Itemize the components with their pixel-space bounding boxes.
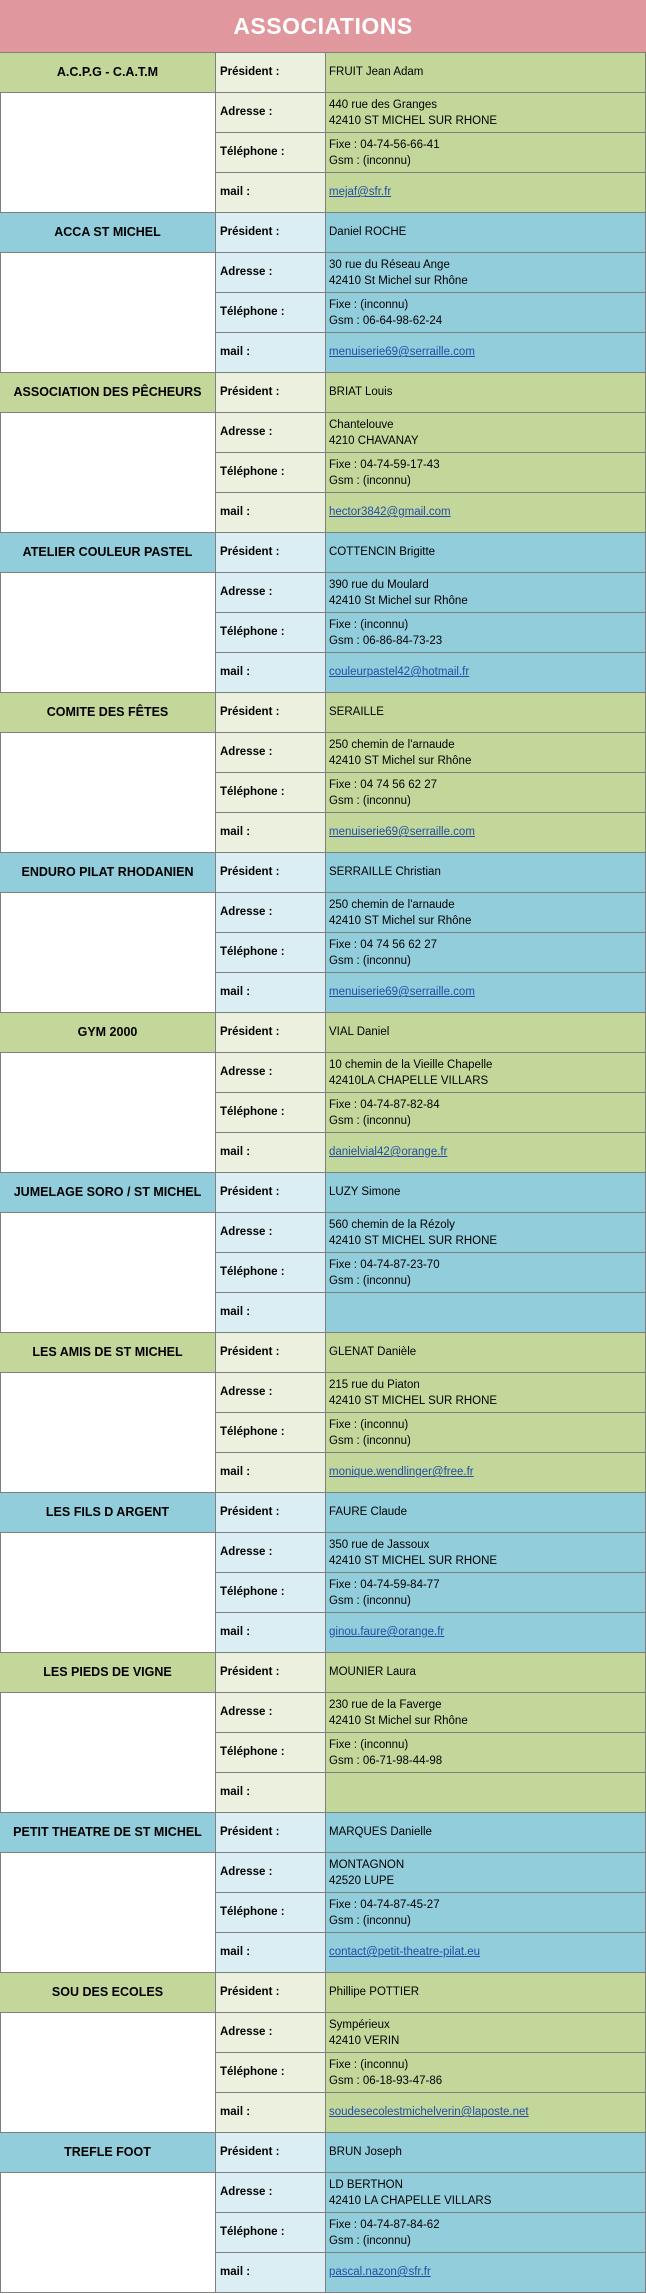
- association-name: LES AMIS DE ST MICHEL: [0, 1333, 216, 1373]
- mail-label: mail :: [216, 1613, 326, 1653]
- address-line-2: 42410LA CHAPELLE VILLARS: [329, 1075, 489, 1087]
- phone-mobile: Gsm : (inconnu): [329, 2235, 411, 2247]
- mail-link[interactable]: menuiserie69@serraille.com: [329, 346, 475, 358]
- address-line-2: 42410 St Michel sur Rhône: [329, 595, 468, 607]
- blank-cell: [0, 413, 216, 533]
- mail-value: [326, 2093, 646, 2133]
- phone-fixed: Fixe : 04-74-87-82-84: [329, 1099, 440, 1111]
- mail-link[interactable]: monique.wendlinger@free.fr: [329, 1466, 474, 1478]
- blank-cell: [0, 1373, 216, 1493]
- president-label: Président :: [216, 1653, 326, 1693]
- phone-fixed: Fixe : 04-74-59-84-77: [329, 1579, 440, 1591]
- phone-mobile: Gsm : 06-18-93-47-86: [329, 2075, 443, 2087]
- mail-value: [326, 493, 646, 533]
- address-line-2: 42410 ST MICHEL SUR RHONE: [329, 1235, 498, 1247]
- blank-cell: [0, 1853, 216, 1973]
- phone-value: [326, 453, 646, 493]
- president-label: Président :: [216, 1973, 326, 2013]
- address-line-2: 42410 St Michel sur Rhône: [329, 1715, 468, 1727]
- address-line-2: 42410 St Michel sur Rhône: [329, 275, 468, 287]
- association-block: [0, 1493, 646, 1653]
- phone-fixed: Fixe : (inconnu): [329, 2059, 409, 2071]
- president-value: BRIAT Louis: [326, 373, 646, 413]
- phone-mobile: Gsm : (inconnu): [329, 1595, 411, 1607]
- phone-value: [326, 613, 646, 653]
- address-line-1: 10 chemin de la Vieille Chapelle: [329, 1059, 493, 1071]
- blank-cell: [0, 733, 216, 853]
- address-value: [326, 733, 646, 773]
- address-label: Adresse :: [216, 1373, 326, 1413]
- association-block: [0, 373, 646, 533]
- president-label: Président :: [216, 373, 326, 413]
- blank-cell: [0, 1213, 216, 1333]
- president-label: Président :: [216, 1813, 326, 1853]
- phone-label: Téléphone :: [216, 2053, 326, 2093]
- address-label: Adresse :: [216, 2013, 326, 2053]
- address-line-2: 42410 LA CHAPELLE VILLARS: [329, 2195, 492, 2207]
- address-line-2: 42520 LUPE: [329, 1875, 395, 1887]
- association-name: A.C.P.G - C.A.T.M: [0, 53, 216, 93]
- president-label: Président :: [216, 1013, 326, 1053]
- phone-label: Téléphone :: [216, 1893, 326, 1933]
- president-value: MOUNIER Laura: [326, 1653, 646, 1693]
- mail-value: [326, 1773, 646, 1813]
- phone-value: [326, 1093, 646, 1133]
- president-label: Président :: [216, 2133, 326, 2173]
- phone-mobile: Gsm : 06-86-84-73-23: [329, 635, 443, 647]
- association-name: ASSOCIATION DES PÊCHEURS: [0, 373, 216, 413]
- mail-label: mail :: [216, 2093, 326, 2133]
- president-value: LUZY Simone: [326, 1173, 646, 1213]
- president-value: SERRAILLE Christian: [326, 853, 646, 893]
- association-name: ACCA ST MICHEL: [0, 213, 216, 253]
- phone-fixed: Fixe : (inconnu): [329, 1419, 409, 1431]
- president-value: COTTENCIN Brigitte: [326, 533, 646, 573]
- mail-label: mail :: [216, 333, 326, 373]
- mail-label: mail :: [216, 813, 326, 853]
- association-block: [0, 1173, 646, 1333]
- address-label: Adresse :: [216, 253, 326, 293]
- phone-value: [326, 933, 646, 973]
- phone-label: Téléphone :: [216, 933, 326, 973]
- phone-label: Téléphone :: [216, 613, 326, 653]
- mail-link[interactable]: mejaf@sfr.fr: [329, 186, 392, 198]
- address-label: Adresse :: [216, 413, 326, 453]
- association-block: [0, 53, 646, 213]
- mail-label: mail :: [216, 173, 326, 213]
- association-block: [0, 693, 646, 853]
- president-value: FAURE Claude: [326, 1493, 646, 1533]
- phone-mobile: Gsm : (inconnu): [329, 1435, 411, 1447]
- president-value: Daniel ROCHE: [326, 213, 646, 253]
- address-line-1: 390 rue du Moulard: [329, 579, 429, 591]
- president-value: VIAL Daniel: [326, 1013, 646, 1053]
- address-line-2: 42410 ST Michel sur Rhône: [329, 755, 472, 767]
- association-name: GYM 2000: [0, 1013, 216, 1053]
- address-value: [326, 893, 646, 933]
- mail-value: [326, 1613, 646, 1653]
- blank-cell: [0, 573, 216, 693]
- mail-value: [326, 1133, 646, 1173]
- president-label: Président :: [216, 53, 326, 93]
- president-label: Président :: [216, 1493, 326, 1533]
- mail-link[interactable]: contact@petit-theatre-pilat.eu: [329, 1946, 481, 1958]
- address-value: [326, 253, 646, 293]
- phone-fixed: Fixe : 04-74-56-66-41: [329, 139, 440, 151]
- phone-fixed: Fixe : 04-74-87-84-62: [329, 2219, 440, 2231]
- mail-value: [326, 813, 646, 853]
- phone-fixed: Fixe : (inconnu): [329, 1739, 409, 1751]
- blank-cell: [0, 2173, 216, 2293]
- mail-label: mail :: [216, 493, 326, 533]
- mail-link[interactable]: danielvial42@orange.fr: [329, 1146, 448, 1158]
- mail-link[interactable]: hector3842@gmail.com: [329, 506, 451, 518]
- address-value: [326, 413, 646, 453]
- phone-label: Téléphone :: [216, 2213, 326, 2253]
- president-label: Président :: [216, 1173, 326, 1213]
- address-value: [326, 1213, 646, 1253]
- address-label: Adresse :: [216, 1533, 326, 1573]
- blank-cell: [0, 1533, 216, 1653]
- president-label: Président :: [216, 1333, 326, 1373]
- phone-mobile: Gsm : 06-64-98-62-24: [329, 315, 443, 327]
- association-block: [0, 1013, 646, 1173]
- address-line-2: 42410 ST Michel sur Rhône: [329, 915, 472, 927]
- phone-mobile: Gsm : (inconnu): [329, 475, 411, 487]
- mail-link[interactable]: menuiserie69@serraille.com: [329, 986, 475, 998]
- president-value: MARQUES Danielle: [326, 1813, 646, 1853]
- association-block: [0, 1813, 646, 1973]
- address-label: Adresse :: [216, 1213, 326, 1253]
- address-line-1: 230 rue de la Faverge: [329, 1699, 442, 1711]
- address-value: [326, 1373, 646, 1413]
- association-name: SOU DES ECOLES: [0, 1973, 216, 2013]
- phone-label: Téléphone :: [216, 293, 326, 333]
- phone-fixed: Fixe : (inconnu): [329, 619, 409, 631]
- mail-label: mail :: [216, 653, 326, 693]
- address-line-1: 350 rue de Jassoux: [329, 1539, 430, 1551]
- blank-cell: [0, 2013, 216, 2133]
- association-block: [0, 2133, 646, 2293]
- mail-value: [326, 1453, 646, 1493]
- association-block: [0, 1333, 646, 1493]
- address-line-1: 440 rue des Granges: [329, 99, 438, 111]
- phone-mobile: Gsm : 06-71-98-44-98: [329, 1755, 443, 1767]
- phone-mobile: Gsm : (inconnu): [329, 1115, 411, 1127]
- mail-link[interactable]: menuiserie69@serraille.com: [329, 826, 475, 838]
- phone-label: Téléphone :: [216, 1413, 326, 1453]
- address-label: Adresse :: [216, 733, 326, 773]
- association-name: COMITE DES FÊTES: [0, 693, 216, 733]
- phone-label: Téléphone :: [216, 453, 326, 493]
- address-line-1: 560 chemin de la Rézoly: [329, 1219, 455, 1231]
- association-name: PETIT THEATRE DE ST MICHEL: [0, 1813, 216, 1853]
- blank-cell: [0, 253, 216, 373]
- mail-label: mail :: [216, 1453, 326, 1493]
- address-label: Adresse :: [216, 893, 326, 933]
- address-label: Adresse :: [216, 2173, 326, 2213]
- mail-value: [326, 2253, 646, 2293]
- mail-link[interactable]: soudesecolestmichelverin@laposte.net: [329, 2106, 529, 2118]
- address-line-2: 42410 ST MICHEL SUR RHONE: [329, 1395, 498, 1407]
- president-label: Président :: [216, 533, 326, 573]
- association-block: [0, 533, 646, 693]
- address-line-1: Sympérieux: [329, 2019, 390, 2031]
- phone-value: [326, 133, 646, 173]
- address-value: [326, 1533, 646, 1573]
- phone-mobile: Gsm : (inconnu): [329, 155, 411, 167]
- association-block: [0, 213, 646, 373]
- mail-value: [326, 1933, 646, 1973]
- phone-value: [326, 1573, 646, 1613]
- blank-cell: [0, 93, 216, 213]
- mail-value: [326, 173, 646, 213]
- mail-label: mail :: [216, 1773, 326, 1813]
- address-line-2: 4210 CHAVANAY: [329, 435, 419, 447]
- association-name: JUMELAGE SORO / ST MICHEL: [0, 1173, 216, 1213]
- association-block: [0, 853, 646, 1013]
- phone-mobile: Gsm : (inconnu): [329, 1915, 411, 1927]
- president-label: Président :: [216, 693, 326, 733]
- mail-label: mail :: [216, 1933, 326, 1973]
- phone-fixed: Fixe : 04-74-87-45-27: [329, 1899, 440, 1911]
- address-line-2: 42410 VERIN: [329, 2035, 400, 2047]
- president-value: FRUIT Jean Adam: [326, 53, 646, 93]
- phone-value: [326, 1733, 646, 1773]
- mail-label: mail :: [216, 1293, 326, 1333]
- address-label: Adresse :: [216, 1693, 326, 1733]
- mail-link[interactable]: couleurpastel42@hotmail.fr: [329, 666, 470, 678]
- mail-link[interactable]: pascal.nazon@sfr.fr: [329, 2266, 431, 2278]
- address-label: Adresse :: [216, 93, 326, 133]
- association-name: ATELIER COULEUR PASTEL: [0, 533, 216, 573]
- address-value: [326, 1053, 646, 1093]
- blank-cell: [0, 1053, 216, 1173]
- address-line-1: MONTAGNON: [329, 1859, 405, 1871]
- address-line-1: 250 chemin de l'arnaude: [329, 899, 455, 911]
- phone-value: [326, 2213, 646, 2253]
- phone-label: Téléphone :: [216, 1573, 326, 1613]
- address-value: [326, 573, 646, 613]
- mail-value: [326, 653, 646, 693]
- president-value: SERAILLE: [326, 693, 646, 733]
- president-label: Président :: [216, 853, 326, 893]
- phone-mobile: Gsm : (inconnu): [329, 795, 411, 807]
- mail-link[interactable]: ginou.faure@orange.fr: [329, 1626, 445, 1638]
- phone-label: Téléphone :: [216, 1093, 326, 1133]
- phone-label: Téléphone :: [216, 1733, 326, 1773]
- phone-fixed: Fixe : 04-74-87-23-70: [329, 1259, 440, 1271]
- phone-value: [326, 293, 646, 333]
- phone-label: Téléphone :: [216, 133, 326, 173]
- address-value: [326, 2013, 646, 2053]
- mail-label: mail :: [216, 1133, 326, 1173]
- association-name: LES PIEDS DE VIGNE: [0, 1653, 216, 1693]
- phone-fixed: Fixe : 04-74-59-17-43: [329, 459, 440, 471]
- phone-value: [326, 1893, 646, 1933]
- phone-label: Téléphone :: [216, 773, 326, 813]
- association-block: [0, 1973, 646, 2133]
- phone-fixed: Fixe : (inconnu): [329, 299, 409, 311]
- address-line-1: LD BERTHON: [329, 2179, 403, 2191]
- president-value: Phillipe POTTIER: [326, 1973, 646, 2013]
- blank-cell: [0, 1693, 216, 1813]
- phone-value: [326, 773, 646, 813]
- association-block: [0, 1653, 646, 1813]
- address-value: [326, 93, 646, 133]
- mail-value: [326, 1293, 646, 1333]
- address-label: Adresse :: [216, 1053, 326, 1093]
- phone-mobile: Gsm : (inconnu): [329, 955, 411, 967]
- phone-value: [326, 2053, 646, 2093]
- address-line-1: 250 chemin de l'arnaude: [329, 739, 455, 751]
- mail-label: mail :: [216, 2253, 326, 2293]
- phone-mobile: Gsm : (inconnu): [329, 1275, 411, 1287]
- president-value: GLENAT Danièle: [326, 1333, 646, 1373]
- phone-fixed: Fixe : 04 74 56 62 27: [329, 779, 438, 791]
- association-name: TREFLE FOOT: [0, 2133, 216, 2173]
- association-name: ENDURO PILAT RHODANIEN: [0, 853, 216, 893]
- address-line-1: Chantelouve: [329, 419, 394, 431]
- address-label: Adresse :: [216, 1853, 326, 1893]
- address-line-2: 42410 ST MICHEL SUR RHONE: [329, 115, 498, 127]
- mail-value: [326, 973, 646, 1013]
- phone-fixed: Fixe : 04 74 56 62 27: [329, 939, 438, 951]
- mail-value: [326, 333, 646, 373]
- blank-cell: [0, 893, 216, 1013]
- address-line-1: 30 rue du Réseau Ange: [329, 259, 450, 271]
- phone-value: [326, 1253, 646, 1293]
- address-label: Adresse :: [216, 573, 326, 613]
- address-value: [326, 1853, 646, 1893]
- phone-value: [326, 1413, 646, 1453]
- president-label: Président :: [216, 213, 326, 253]
- president-value: BRUN Joseph: [326, 2133, 646, 2173]
- address-line-2: 42410 ST MICHEL SUR RHONE: [329, 1555, 498, 1567]
- address-value: [326, 1693, 646, 1733]
- association-name: LES FILS D ARGENT: [0, 1493, 216, 1533]
- address-line-1: 215 rue du Piaton: [329, 1379, 420, 1391]
- mail-label: mail :: [216, 973, 326, 1013]
- address-value: [326, 2173, 646, 2213]
- phone-label: Téléphone :: [216, 1253, 326, 1293]
- page-title: ASSOCIATIONS: [0, 0, 646, 53]
